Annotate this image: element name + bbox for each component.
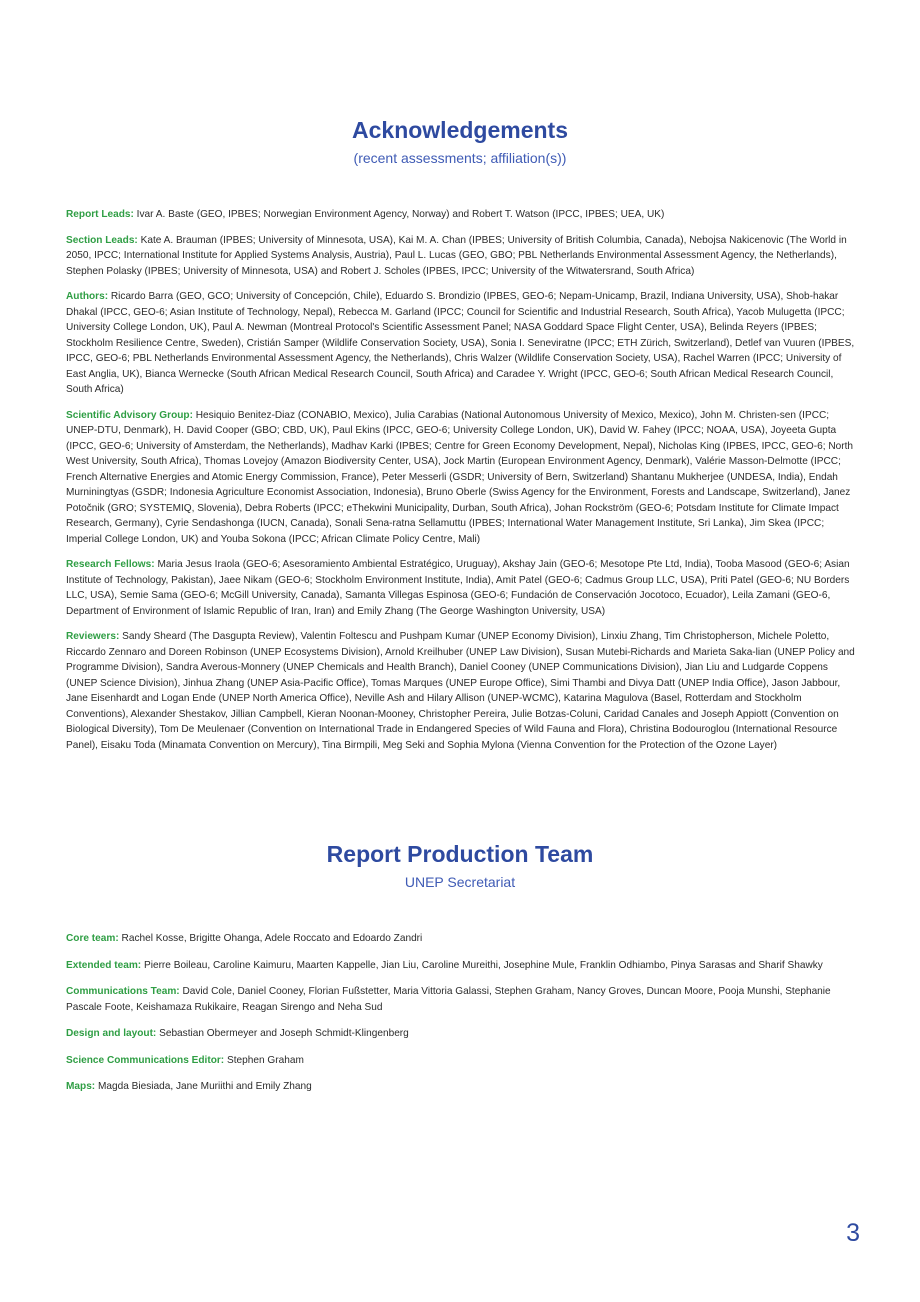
production-title: Report Production Team [326, 841, 594, 867]
entry-label: Design and layout: [66, 1028, 157, 1039]
entry-text: Ivar A. Baste (GEO, IPBES; Norwegian Environment Agency, Norway) and Robert T. Watson (IPCC, IPBES; UEA, UK) [133, 209, 665, 220]
entry-scientific-advisory-group [66, 408, 858, 548]
entry-reviewers [66, 629, 858, 753]
entry-authors [66, 289, 858, 398]
entry-text: Sandy Sheard (The Dasgupta Review), Valentin Foltescu and Pushpam Kumar (UNEP Economy Division), Linxiu Zhang, Tim Christopherson, Michele Poletto, Riccardo Zennaro and Doreen Robinson (UNEP Ecosystems Division), Arnold Kreilhuber (UNEP Law Division), Susan Mutebi-Richards and Marieta Saka-lian (UNEP Policy and Programme Division), Sandra Averous-Monnery (UNEP Chemicals and Health Branch), Daniel Cooney (UNEP Communications Division), Jian Liu and Ludgarde Coppens (UNEP Science Division), Jinhua Zhang (UNEP Asia-Pacific Office), Tomas Marques (UNEP Europe Office), Simi Thambi and Divya Datt (UNEP India Office), Jason Jabbour, Jane Eisenhardt and Logan Ende (UNEP North America Office), Neville Ash and Hilary Allison (UNEP-WCMC), Katarina Magulova (Basel, Rotterdam and Stockholm Conventions), Alexander Shestakov, Jillian Campbell, Kieran Noonan-Mooney, Christopher Pereira, Julie Botzas-Coluni, Caridad Canales and Joseph Appiott (Convention on Biological Diversity), Tom De Meulenaer (Convention on International Trade in Endangered Species of Wild Fauna and Flora), Christina Bodouroglou (International Resource Panel), Eisaku Toda (Minamata Convention on Mercury), Tina Birmpili, Meg Seki and Sophia Mylona (Vienna Convention for the Protection of the Ozone Layer) [66, 631, 855, 751]
entry-label: Science Communications Editor: [66, 1054, 225, 1066]
entry-label: Section Leads: [66, 234, 138, 246]
production-heading [0, 841, 920, 890]
page-number: 3 [846, 1219, 860, 1247]
entry-text: Maria Jesus Iraola (GEO-6; Asesoramiento Ambiental Estratégico, Uruguay), Akshay Jain (GEO-6; Mesotope Pte Ltd, India), Tooba Masood (GEO-6; Asian Institute of Technology, Pakistan), Jaee Nikam (GEO-6; Stockholm Environment Institute, India), Amit Patel (GEO-6; Cadmus Group LLC, USA), Priti Patel (GEO-6; NU Borders LLC, USA), Semie Sama (GEO-6; McGill University, Canada), Samanta Villegas Espinosa (GEO-6; Fundación de Conservación Jocotoco, Ecuador), Leila Zamani (GEO-6, Department of Environment of Islamic Republic of Iran, Iran) and Emily Zhang (The George Washington University, USA) [66, 559, 850, 617]
entry-label: Research Fellows: [66, 559, 155, 570]
entry-extended-team [66, 958, 858, 974]
entry-label: Report Leads: [66, 209, 134, 220]
entry-label: Reviewers: [66, 631, 120, 642]
entry-text: Magda Biesiada, Jane Muriithi and Emily Zhang [95, 1081, 312, 1092]
entry-text: Pierre Boileau, Caroline Kaimuru, Maarten Kappelle, Jian Liu, Caroline Mureithi, Josephine Mule, Franklin Odhiambo, Pinya Sarasas and Sharif Shawky [141, 959, 823, 971]
entry-text: Rachel Kosse, Brigitte Ohanga, Adele Roccato and Edoardo Zandri [118, 933, 423, 944]
acknowledgements-list [66, 207, 858, 763]
entry-report-leads [66, 207, 858, 223]
entry-text: David Cole, Daniel Cooney, Florian Fußstetter, Maria Vittoria Galassi, Stephen Graham, Nancy Groves, Duncan Moore, Pooja Munshi, Stephanie Pascale Foote, Keishamaza Rukikaire, Reagan Sirengo and Neha Sud [66, 986, 831, 1013]
entry-label: Extended team: [66, 959, 142, 971]
entry-maps [66, 1079, 858, 1095]
production-subtitle: UNEP Secretariat [404, 874, 516, 890]
entry-communications-team [66, 984, 858, 1015]
entry-design-layout [66, 1026, 858, 1042]
acknowledgements-subtitle: (recent assessments; affiliation(s)) [353, 150, 567, 166]
entry-section-leads [66, 233, 858, 280]
entry-label: Maps: [66, 1081, 96, 1092]
acknowledgements-title: Acknowledgements [352, 117, 568, 143]
entry-text: Stephen Graham [224, 1054, 304, 1066]
entry-text: Hesiquio Benitez-Diaz (CONABIO, Mexico), Julia Carabias (National Autonomous University of Mexico, Mexico), John M. Christen-sen (IPCC; UNEP-DTU, Denmark), H. David Cooper (GBO; CBD, UK), Paul Ekins (IPCC, GEO-6; University College London, UK), David W. Fahey (IPCC; NOAA, USA), Joyeeta Gupta (IPCC, GEO-6; University of Amsterdam, the Netherlands), Madhav Karki (IPBES; Centre for Green Economy Development, Nepal), Nicholas King (IPBES, IPCC, GEO-6; North West University, South Africa), Thomas Lovejoy (Amazon Biodiversity Center, USA), Jock Martin (European Environment Agency, Denmark), Valérie Masson-Delmotte (IPCC; French Alternative Energies and Atomic Energy Commission, France), Peter Messerli (GSDR; University of Bern, Switzerland) Shantanu Mukherjee (UNDESA, India), Endah Murniningtyas (GSDR; Indonesia Agriculture Economist Association, Indonesia), Bruno Oberle (Swiss Agency for the Environment, Forests and Landscape, Switzerland), Janez Potočnik (GRO; SYSTEMIQ, Slovenia), Debra Roberts (IPCC; eThekwini Municipality, Durban, South Africa), Johan Rockström (GEO-6; Potsdam Institute for Climate Impact Research, Germany), Cyrie Sendashonga (IUCN, Canada), Sonali Sena-ratna Sellamuttu (IPBES; International Water Management Institute, Sri Lanka), Jim Skea (IPCC; Imperial College London, UK) and Youba Sokona (IPCC; African Climate Policy Centre, Mali) [66, 409, 854, 545]
entry-label: Core team: [66, 933, 119, 944]
entry-core-team [66, 931, 858, 947]
acknowledgements-heading [0, 117, 920, 166]
entry-text: Sebastian Obermeyer and Joseph Schmidt-Klingenberg [156, 1028, 409, 1039]
entry-text: Ricardo Barra (GEO, GCO; University of Concepción, Chile), Eduardo S. Brondizio (IPBES, GEO-6; Nepam-Unicamp, Brazil, Indiana University, USA), Shob-hakar Dhakal (IPCC, GEO-6; Asian Institute of Technology, Nepal), Rebecca M. Garland (IPCC; Council for Scientific and Industrial Research, South Africa), Yacob Mulugetta (IPCC; University College London, UK), Paul A. Newman (Montreal Protocol's Scientific Assessment Panel; NASA Goddard Space Flight Center, USA), Belinda Reyers (IPBES; Stockholm Resilience Centre, Sweden), Cristián Samper (Wildlife Conservation Society, USA), Sonia I. Seneviratne (IPCC; ETH Zürich, Switzerland), Detlef van Vuuren (IPBES, IPCC, GEO-6; PBL Netherlands Environmental Assessment Agency, the Netherlands), Chris Walzer (Wildlife Conservation Society, USA), Rachel Warren (IPCC; University of East Anglia, UK), Bianca Wernecke (South African Medical Research Council, South Africa) and Caradee Y. Wright (IPCC, GEO-6; South African Medical Research Council, South Africa) [66, 291, 855, 395]
entry-label: Authors: [66, 291, 109, 302]
entry-label: Scientific Advisory Group: [66, 409, 193, 421]
entry-label: Communications Team: [66, 986, 180, 997]
entry-text: Kate A. Brauman (IPBES; University of Minnesota, USA), Kai M. A. Chan (IPBES; University of British Columbia, Canada), Nebojsa Nakicenovic (The World in 2050, IPCC; International Institute for Applied Systems Analysis, Austria), Paul L. Lucas (GEO, GBO; PBL Netherlands Environmental Assessment Agency, the Netherlands), Stephen Polasky (IPBES; University of Minnesota, USA) and Robert J. Scholes (IPBES, IPCC; University of the Witwatersrand, South Africa) [66, 234, 847, 277]
production-list [66, 931, 858, 1106]
entry-research-fellows [66, 557, 858, 619]
entry-science-communications-editor [66, 1053, 858, 1069]
